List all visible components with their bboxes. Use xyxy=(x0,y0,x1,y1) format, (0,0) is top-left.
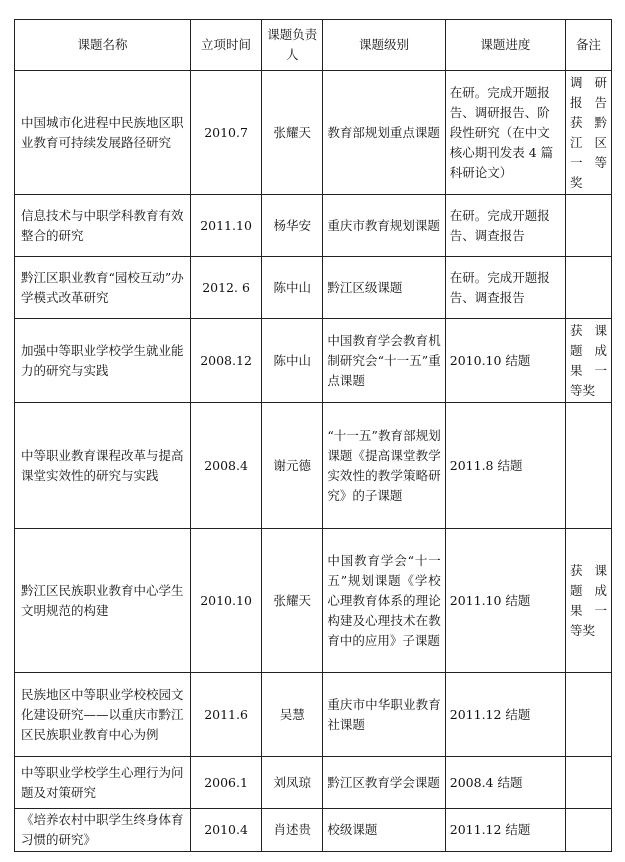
project-name: 黔江区职业教育“园校互动”办学模式改革研究 xyxy=(15,257,191,319)
project-name: 中等职业教育课程改革与提高课堂实效性的研究与实践 xyxy=(15,403,191,529)
project-name: 中等职业学校学生心理行为问题及对策研究 xyxy=(15,757,191,809)
project-name: 民族地区中等职业学校校园文化建设研究——以重庆市黔江区民族职业教育中心为例 xyxy=(15,673,191,757)
project-level: 中国教育学会教育机制研究会“十一五”重点课题 xyxy=(323,319,445,403)
project-owner: 吴慧 xyxy=(262,673,323,757)
project-name: 加强中等职业学校学生就业能力的研究与实践 xyxy=(15,319,191,403)
table-row xyxy=(15,195,612,257)
project-name: 中国城市化进程中民族地区职业教育可持续发展路径研究 xyxy=(15,71,191,195)
project-date: 2010.4 xyxy=(191,809,262,852)
project-note: 调研报告获黔江区一等奖 xyxy=(566,71,612,195)
project-progress: 在研。完成开题报告、调查报告 xyxy=(445,257,565,319)
project-owner: 陈中山 xyxy=(262,319,323,403)
table-row xyxy=(15,673,612,757)
project-level: 黔江区教育学会课题 xyxy=(323,757,445,809)
header-owner: 课题负责人 xyxy=(262,20,323,71)
project-progress: 2011.12 结题 xyxy=(445,673,565,757)
table-row xyxy=(15,529,612,673)
project-level: 中国教育学会“十一五”规划课题《学校心理教育体系的理论构建及心理技术在教育中的应用》子课题 xyxy=(323,529,445,673)
project-date: 2010.7 xyxy=(191,71,262,195)
project-progress: 2011.8 结题 xyxy=(445,403,565,529)
table-row xyxy=(15,757,612,809)
project-owner: 谢元德 xyxy=(262,403,323,529)
table-row xyxy=(15,257,612,319)
project-progress: 2011.12 结题 xyxy=(445,809,565,852)
table-row xyxy=(15,403,612,529)
header-progress: 课题进度 xyxy=(445,20,565,71)
project-owner: 肖述贵 xyxy=(262,809,323,852)
project-level: “十一五”教育部规划课题《提高课堂教学实效性的教学策略研究》的子课题 xyxy=(323,403,445,529)
table-row xyxy=(15,71,612,195)
project-date: 2008.12 xyxy=(191,319,262,403)
project-progress: 在研。完成开题报告、调查报告 xyxy=(445,195,565,257)
project-name: 《培养农村中职学生终身体育习惯的研究》 xyxy=(15,809,191,852)
project-name: 信息技术与中职学科教育有效整合的研究 xyxy=(15,195,191,257)
project-owner: 陈中山 xyxy=(262,257,323,319)
project-owner: 张耀天 xyxy=(262,529,323,673)
project-progress: 2010.10 结题 xyxy=(445,319,565,403)
project-note xyxy=(566,809,612,852)
project-note: 获课题成果一等奖 xyxy=(566,529,612,673)
research-projects-table xyxy=(14,19,612,852)
table-row xyxy=(15,809,612,852)
project-progress: 在研。完成开题报告、调研报告、阶段性研究（在中文核心期刊发表 4 篇科研论文） xyxy=(445,71,565,195)
project-date: 2012. 6 xyxy=(191,257,262,319)
project-progress: 2011.10 结题 xyxy=(445,529,565,673)
project-name: 黔江区民族职业教育中心学生文明规范的构建 xyxy=(15,529,191,673)
project-progress: 2008.4 结题 xyxy=(445,757,565,809)
header-row xyxy=(15,20,612,71)
project-level: 校级课题 xyxy=(323,809,445,852)
table-row xyxy=(15,319,612,403)
project-level: 重庆市中华职业教育社课题 xyxy=(323,673,445,757)
project-owner: 杨华安 xyxy=(262,195,323,257)
project-date: 2008.4 xyxy=(191,403,262,529)
project-note xyxy=(566,195,612,257)
project-note xyxy=(566,757,612,809)
header-name: 课题名称 xyxy=(15,20,191,71)
header-note: 备注 xyxy=(566,20,612,71)
project-date: 2011.6 xyxy=(191,673,262,757)
project-level: 重庆市教育规划课题 xyxy=(323,195,445,257)
project-note xyxy=(566,673,612,757)
project-owner: 刘凤琼 xyxy=(262,757,323,809)
project-date: 2006.1 xyxy=(191,757,262,809)
project-note: 获课题成果一等奖 xyxy=(566,319,612,403)
project-date: 2010.10 xyxy=(191,529,262,673)
header-level: 课题级别 xyxy=(323,20,445,71)
header-date: 立项时间 xyxy=(191,20,262,71)
project-note xyxy=(566,257,612,319)
project-note xyxy=(566,403,612,529)
project-date: 2011.10 xyxy=(191,195,262,257)
project-level: 教育部规划重点课题 xyxy=(323,71,445,195)
project-owner: 张耀天 xyxy=(262,71,323,195)
project-level: 黔江区级课题 xyxy=(323,257,445,319)
